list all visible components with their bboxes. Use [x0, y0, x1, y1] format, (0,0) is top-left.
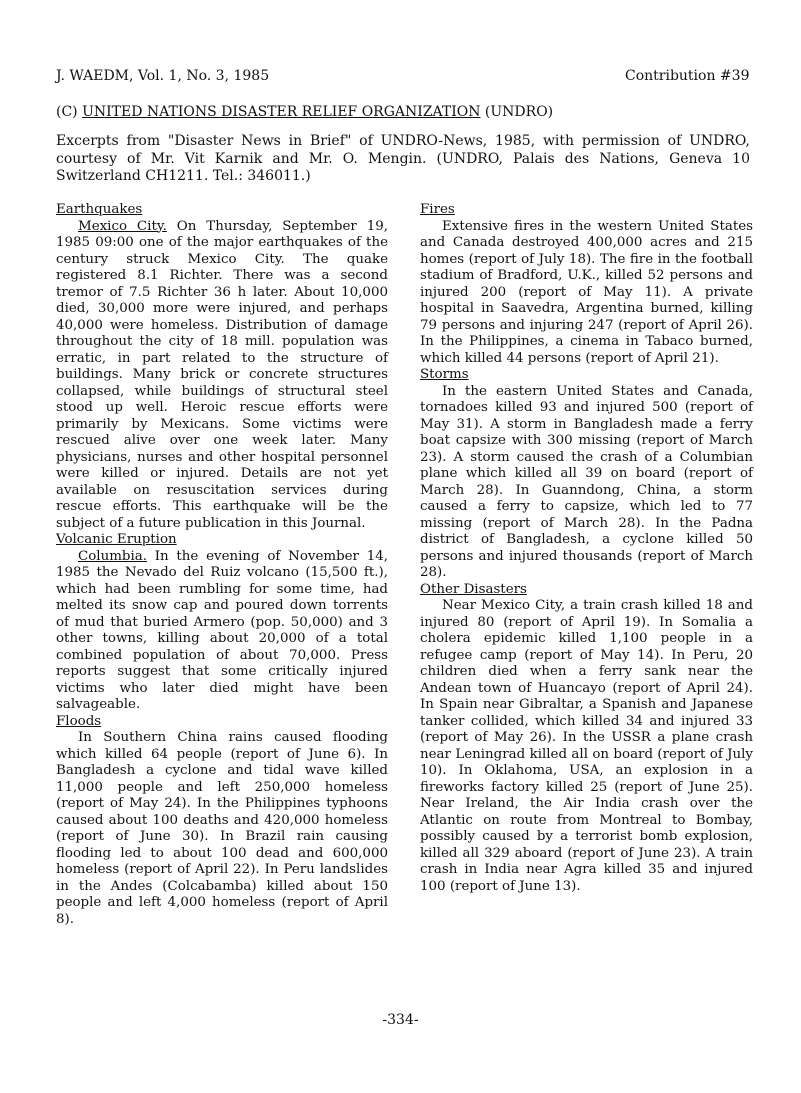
section-lead: Columbia.	[78, 548, 148, 564]
section-heading-volcanic-eruption: Volcanic Eruption	[56, 532, 177, 547]
section-lead: Mexico City.	[78, 218, 167, 234]
right-column	[420, 202, 753, 895]
org-prefix: (C)	[56, 104, 83, 120]
section-text: Extensive fires in the western United States and Canada destroyed 400,000 acres and 215 homes (report of July 18). The fire in the football stadium of Bradford, U.K., killed 52 persons and injured 200 (report of May 11). A private hospital in Saavedra, Argentina burned, killing 79 persons and injuring 247 (report of April 26). In the Philippines, a cinema in Tabaco burned, which killed 44 persons (report of April 21).	[420, 218, 753, 366]
section-body-storms	[420, 384, 753, 582]
page-number: -334-	[382, 1012, 419, 1028]
section-body-volcanic-eruption	[56, 549, 388, 714]
contribution-number: Contribution #39	[625, 68, 750, 84]
section-heading-storms: Storms	[420, 367, 469, 382]
section-text: Near Mexico City, a train crash killed 18 and injured 80 (report of April 19). In Somalia a cholera epidemic killed 1,100 people in a refugee camp (report of May 14). In Peru, 20 children died when a ferry sank near the Andean town of Huancayo (report of April 24). In Spain near Gibraltar, a Spanish and Japanese tanker collided, which killed 34 and injured 33 (report of May 26). In the USSR a plane crash near Leningrad killed all on board (report of July 10). In Oklahoma, USA, an explosion in a fireworks factory killed 25 (report of June 25). Near Ireland, the Air India crash over the Atlantic on route from Montreal to Bombay, possibly caused by a terrorist bomb explosion, killed all 329 aboard (report of June 23). A train crash in India near Agra killed 35 and injured 100 (report of June 13).	[420, 598, 753, 894]
journal-header: J. WAEDM, Vol. 1, No. 3, 1985	[56, 68, 270, 84]
section-heading-earthquakes: Earthquakes	[56, 202, 143, 217]
left-column	[56, 202, 388, 928]
org-suffix: (UNDRO)	[480, 104, 554, 120]
section-body-fires	[420, 219, 753, 368]
section-body-earthquakes	[56, 219, 388, 533]
section-text: In the evening of November 14, 1985 the Nevado del Ruiz volcano (15,500 ft.), which had been rumbling for some time, had melted its snow cap and poured down torrents of mud that buried Armero (pop. 50,000) and 3 other towns, killing about 20,000 of a total combined population of about 70,000. Press reports suggest that some critically injured victims who later died might have been salvageable.	[56, 548, 388, 712]
section-heading-fires: Fires	[420, 202, 455, 217]
section-heading-other-disasters: Other Disasters	[420, 581, 527, 597]
section-body-other-disasters	[420, 598, 753, 895]
section-heading-floods: Floods	[56, 713, 102, 729]
section-text: In the eastern United States and Canada, tornadoes killed 93 and injured 500 (report of May 31). A storm in Bangladesh made a ferry boat capsize with 300 missing (report of March 23). A storm caused the crash of a Columbian plane which killed all 39 on board (report of March 28). In Guanndong, China, a storm caused a ferry to capsize, which led to 77 missing (report of March 28). In the Padna district of Bangladesh, a cyclone killed 50 persons and injured thousands (report of March 28).	[420, 383, 753, 580]
section-body-floods	[56, 730, 388, 928]
organization-title	[56, 104, 553, 120]
org-name: UNITED NATIONS DISASTER RELIEF ORGANIZATION	[82, 104, 481, 120]
section-text: In Southern China rains caused flooding which killed 64 people (report of June 6). In Bangladesh a cyclone and tidal wave killed 11,000 people and left 250,000 homeless (report of May 24). In the Philippines typhoons caused about 100 deaths and 420,000 homeless (report of June 30). In Brazil rain causing flooding led to about 100 dead and 600,000 homeless (report of April 22). In Peru landslides in the Andes (Colcabamba) killed about 150 people and left 4,000 homeless (report of April 8).	[56, 730, 388, 927]
intro-paragraph: Excerpts from "Disaster News in Brief" of UNDRO-News, 1985, with permission of UNDRO, courtesy of Mr. Vit Karnik and Mr. O. Mengin. (UNDRO, Palais des Nations, Geneva 10 Switzerland CH1211. Tel.: 346011.)	[56, 133, 750, 185]
section-text: On Thursday, September 19, 1985 09:00 one of the major earthquakes of the century struck Mexico City. The quake registered 8.1 Richter. There was a second tremor of 7.5 Richter 36 h later. About 10,000 died, 30,000 more were injured, and perhaps 40,000 were homeless. Distribution of damage throughout the city of 18 mill. population was erratic, in part related to the structure of buildings. Many brick or concrete structures collapsed, while buildings of structural steel stood up well. Heroic rescue efforts were primarily by Mexicans. Some victims were rescued alive over one week later. Many physicians, nurses and other hospital personnel were killed or injured. Details are not yet available on resuscitation services during rescue efforts. This earthquake will be the subject of a future publication in this Journal.	[56, 218, 388, 531]
